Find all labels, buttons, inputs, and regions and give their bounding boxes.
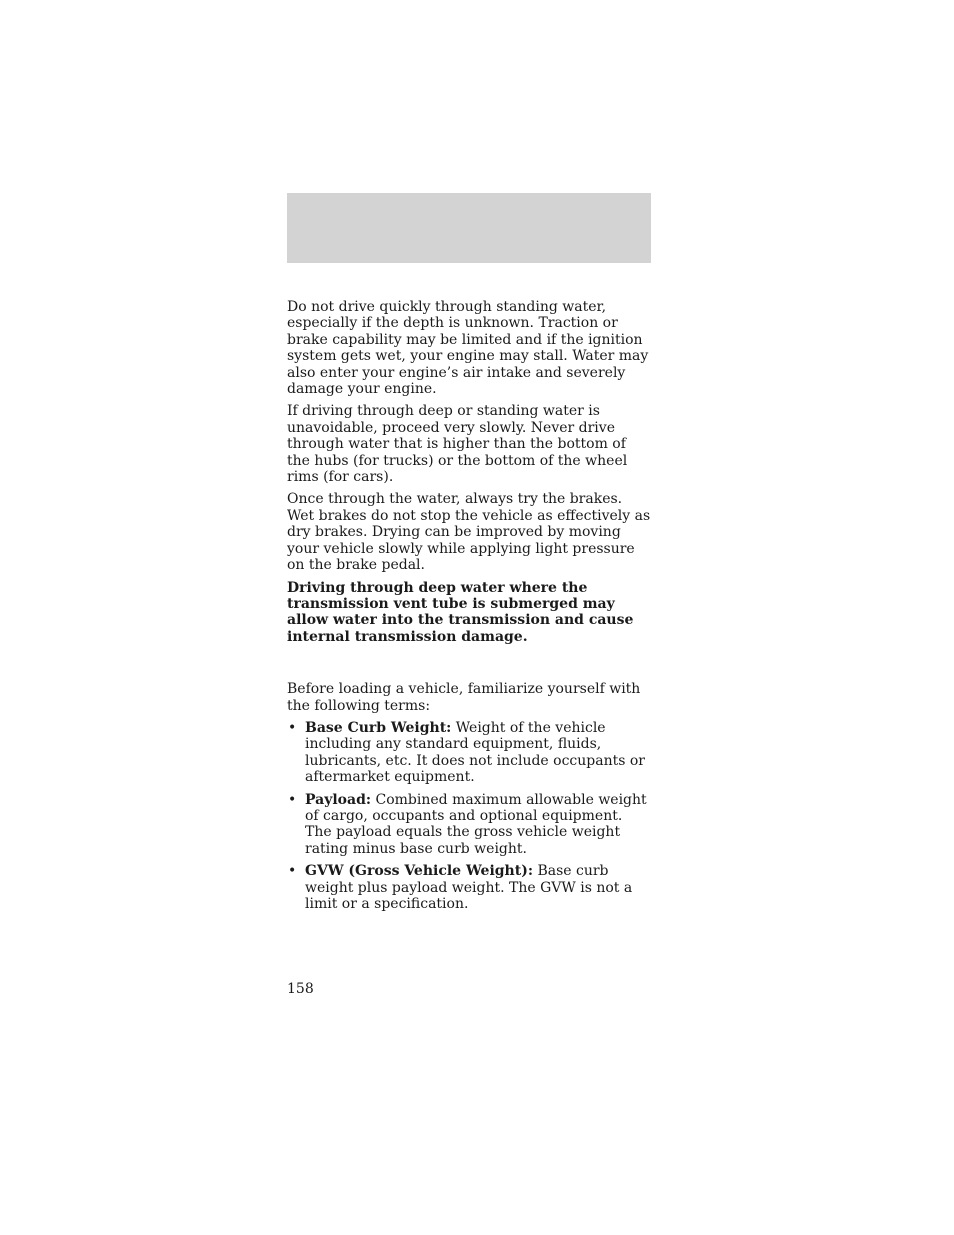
bullet-icon: • <box>288 863 297 880</box>
list-item-base-curb-weight <box>287 720 653 786</box>
paragraph-standing-water: Do not drive quickly through standing water, especially if the depth is unknown. Traction or brake capability may be limited and if the ignition system gets wet, your engine may stall. Water may also enter your engine’s air intake and severely damage your engine. <box>287 299 649 398</box>
term-label: GVW (Gross Vehicle Weight): <box>305 863 533 880</box>
bullet-icon: • <box>288 791 297 808</box>
paragraph-deep-water: If driving through deep or standing water is unavoidable, proceed very slowly. Never drive through water that is higher than the bottom of the hubs (for trucks) or the bottom of the wheel rims (for cars). <box>287 403 628 486</box>
loading-terms-list <box>287 720 653 912</box>
section-gap <box>287 651 653 681</box>
term-definition: Combined maximum allowable weight of cargo, occupants and optional equipment. The payload equals the gross vehicle weight rating minus base curb weight. <box>305 791 647 857</box>
page-content <box>287 299 653 918</box>
term-label: Payload: <box>305 791 372 808</box>
transmission-warning: Driving through deep water where the transmission vent tube is submerged may allow water into the transmission and cause internal transmission damage. <box>287 579 634 645</box>
term-label: Base Curb Weight: <box>305 719 452 736</box>
term-definition: Base curb weight plus payload weight. The GVW is not a limit or a specification. <box>305 863 633 912</box>
list-item-payload <box>287 792 653 858</box>
page-number: 158 <box>287 981 314 997</box>
section-header-band <box>287 193 651 263</box>
paragraph-wet-brakes: Once through the water, always try the brakes. Wet brakes do not stop the vehicle as effectively as dry brakes. Drying can be improved by moving your vehicle slowly while applying light pressure on the brake pedal. <box>287 491 651 574</box>
term-definition: Weight of the vehicle including any standard equipment, fluids, lubricants, etc. It does not include occupants or aftermarket equipment. <box>305 719 645 786</box>
loading-intro: Before loading a vehicle, familiarize yourself with the following terms: <box>287 681 641 714</box>
bullet-icon: • <box>288 719 297 736</box>
list-item-gvw <box>287 863 653 912</box>
